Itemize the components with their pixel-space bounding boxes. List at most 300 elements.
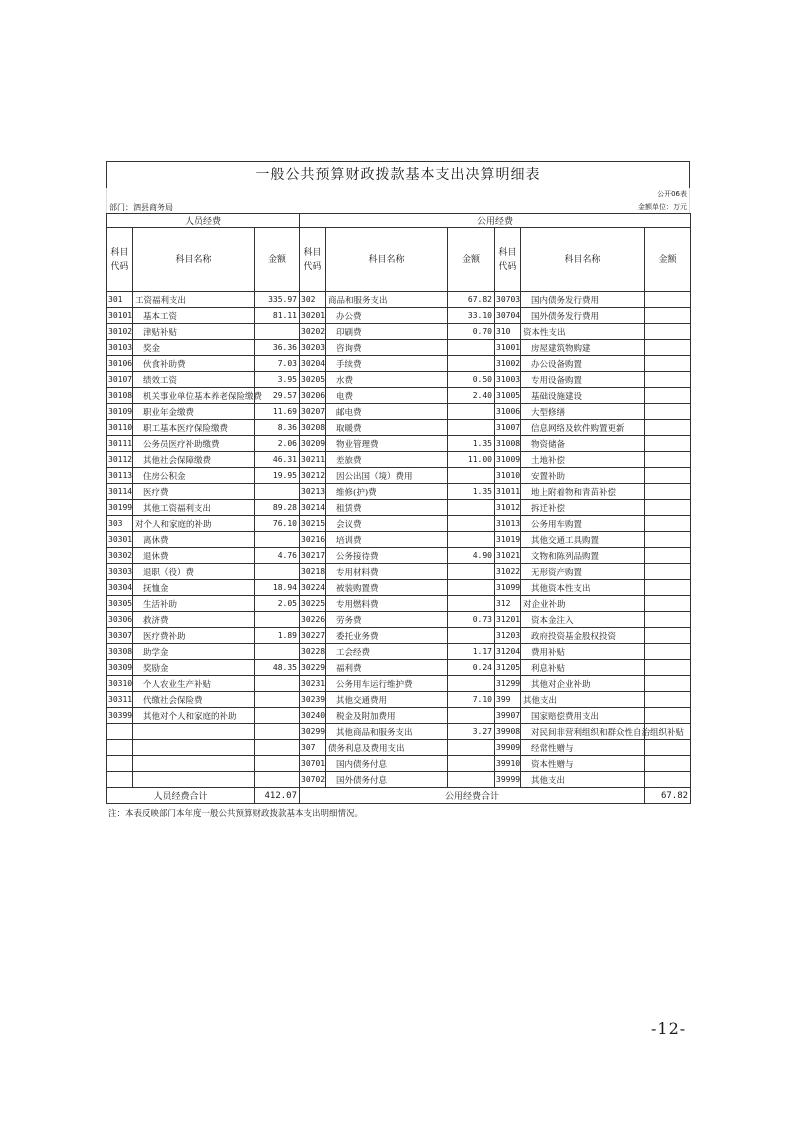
public-a-name-cell: 税金及附加费用 <box>326 708 448 724</box>
public-b-amount-cell <box>645 356 691 372</box>
public-b-code-cell: 31010 <box>495 468 521 484</box>
public-a-amount-cell <box>448 516 495 532</box>
public-b-name-cell: 其他资本性支出 <box>521 580 645 596</box>
public-b-amount-cell <box>645 580 691 596</box>
public-a-amount-cell: 1.35 <box>448 484 495 500</box>
personnel-code-cell: 303 <box>107 516 133 532</box>
public-a-name-cell: 办公费 <box>326 308 448 324</box>
public-a-amount-cell: 3.27 <box>448 724 495 740</box>
public-b-name-cell: 房屋建筑物购建 <box>521 340 645 356</box>
personnel-code-cell: 30114 <box>107 484 133 500</box>
personnel-amount-cell: 46.31 <box>255 452 300 468</box>
table-row <box>107 468 691 484</box>
personnel-code-cell: 30307 <box>107 628 133 644</box>
report-title: 一般公共预算财政拨款基本支出决算明细表 <box>106 161 690 188</box>
personnel-amount-cell <box>255 676 300 692</box>
personnel-code-cell: 30107 <box>107 372 133 388</box>
personnel-code-cell: 30304 <box>107 580 133 596</box>
personnel-amount-cell: 335.97 <box>255 292 300 308</box>
personnel-name-cell: 职业年金缴费 <box>133 404 255 420</box>
personnel-amount-cell: 11.69 <box>255 404 300 420</box>
table-row <box>107 372 691 388</box>
public-b-code-cell: 31019 <box>495 532 521 548</box>
public-a-name-cell: 会议费 <box>326 516 448 532</box>
personnel-name-cell: 退休费 <box>133 548 255 564</box>
table-row <box>107 436 691 452</box>
personnel-name-cell: 其他社会保障缴费 <box>133 452 255 468</box>
public-a-name-cell: 公务接待费 <box>326 548 448 564</box>
public-b-name-cell: 其他对企业补助 <box>521 676 645 692</box>
public-b-name-cell: 资本性赠与 <box>521 756 645 772</box>
public-a-name-cell: 国外债务付息 <box>326 772 448 788</box>
personnel-name-cell: 代缴社会保险费 <box>133 692 255 708</box>
public-b-name-cell: 办公设备购置 <box>521 356 645 372</box>
public-a-name-cell: 委托业务费 <box>326 628 448 644</box>
personnel-code-cell: 30110 <box>107 420 133 436</box>
public-a-amount-cell: 4.90 <box>448 548 495 564</box>
header-name: 科目名称 <box>326 228 448 292</box>
public-b-amount-cell <box>645 452 691 468</box>
page-number: -12- <box>651 1019 687 1038</box>
personnel-name-cell: 助学金 <box>133 644 255 660</box>
public-b-name-cell: 利息补贴 <box>521 660 645 676</box>
table-code: 公开06表 <box>657 190 687 198</box>
personnel-name-cell: 奖励金 <box>133 660 255 676</box>
public-b-code-cell: 31013 <box>495 516 521 532</box>
personnel-amount-cell <box>255 708 300 724</box>
public-b-amount-cell <box>645 564 691 580</box>
public-b-amount-cell <box>645 660 691 676</box>
public-a-code-cell: 30224 <box>300 580 326 596</box>
public-b-code-cell: 31002 <box>495 356 521 372</box>
personnel-amount-cell: 76.10 <box>255 516 300 532</box>
public-b-code-cell: 30704 <box>495 308 521 324</box>
public-b-code-cell: 39909 <box>495 740 521 756</box>
table-row <box>107 532 691 548</box>
public-b-name-cell: 政府投资基金股权投资 <box>521 628 645 644</box>
table-row <box>107 292 691 308</box>
public-b-code-cell: 31203 <box>495 628 521 644</box>
public-b-code-cell: 31205 <box>495 660 521 676</box>
public-a-amount-cell: 0.73 <box>448 612 495 628</box>
public-a-name-cell: 其他交通费用 <box>326 692 448 708</box>
public-a-amount-cell: 33.10 <box>448 308 495 324</box>
public-b-code-cell: 399 <box>495 692 521 708</box>
header-amount: 金额 <box>448 228 495 292</box>
public-b-code-cell: 39999 <box>495 772 521 788</box>
table-row <box>107 564 691 580</box>
table-row <box>107 500 691 516</box>
public-b-code-cell: 31007 <box>495 420 521 436</box>
public-b-name-cell: 基础设施建设 <box>521 388 645 404</box>
public-b-code-cell: 30703 <box>495 292 521 308</box>
personnel-name-cell <box>133 740 255 756</box>
personnel-name-cell: 其他工资福利支出 <box>133 500 255 516</box>
public-a-amount-cell: 1.17 <box>448 644 495 660</box>
public-b-amount-cell <box>645 404 691 420</box>
public-a-name-cell: 租赁费 <box>326 500 448 516</box>
public-b-amount-cell <box>645 644 691 660</box>
personnel-amount-cell: 4.76 <box>255 548 300 564</box>
table-row <box>107 548 691 564</box>
table-row <box>107 644 691 660</box>
public-b-code-cell: 31012 <box>495 500 521 516</box>
public-a-name-cell: 债务利息及费用支出 <box>326 740 448 756</box>
personnel-name-cell: 离休费 <box>133 532 255 548</box>
public-a-name-cell: 被装购置费 <box>326 580 448 596</box>
public-a-code-cell: 30205 <box>300 372 326 388</box>
public-a-amount-cell <box>448 404 495 420</box>
public-a-name-cell: 福利费 <box>326 660 448 676</box>
table-row <box>107 324 691 340</box>
personnel-code-cell: 30199 <box>107 500 133 516</box>
table-code-row <box>106 188 690 200</box>
public-a-amount-cell: 7.10 <box>448 692 495 708</box>
public-a-name-cell: 印刷费 <box>326 324 448 340</box>
public-b-code-cell: 39910 <box>495 756 521 772</box>
public-b-amount-cell <box>645 500 691 516</box>
public-total-label: 公用经费合计 <box>300 788 645 804</box>
public-a-amount-cell <box>448 756 495 772</box>
public-b-name-cell: 费用补贴 <box>521 644 645 660</box>
public-a-amount-cell <box>448 596 495 612</box>
personnel-code-cell: 30109 <box>107 404 133 420</box>
public-a-name-cell: 水费 <box>326 372 448 388</box>
public-b-amount-cell <box>645 740 691 756</box>
table-row <box>107 756 691 772</box>
public-a-code-cell: 30702 <box>300 772 326 788</box>
personnel-name-cell <box>133 772 255 788</box>
public-b-amount-cell <box>645 756 691 772</box>
personnel-amount-cell <box>255 724 300 740</box>
public-b-name-cell: 资本金注入 <box>521 612 645 628</box>
header-name: 科目名称 <box>521 228 645 292</box>
public-b-name-cell: 对企业补助 <box>521 596 645 612</box>
public-b-amount-cell <box>645 308 691 324</box>
public-a-amount-cell: 0.24 <box>448 660 495 676</box>
personnel-code-cell: 30111 <box>107 436 133 452</box>
personnel-amount-cell: 18.94 <box>255 580 300 596</box>
public-a-code-cell: 30239 <box>300 692 326 708</box>
personnel-amount-cell: 7.03 <box>255 356 300 372</box>
public-b-amount-cell <box>645 596 691 612</box>
public-a-name-cell: 邮电费 <box>326 404 448 420</box>
table-row <box>107 308 691 324</box>
public-b-name-cell: 经常性赠与 <box>521 740 645 756</box>
public-b-code-cell: 31005 <box>495 388 521 404</box>
personnel-amount-cell: 29.57 <box>255 388 300 404</box>
public-b-amount-cell <box>645 548 691 564</box>
public-b-name-cell: 地上附着物和青苗补偿 <box>521 484 645 500</box>
personnel-amount-cell <box>255 756 300 772</box>
public-b-code-cell: 39907 <box>495 708 521 724</box>
public-b-code-cell: 31201 <box>495 612 521 628</box>
public-b-amount-cell <box>645 484 691 500</box>
public-a-name-cell: 商品和服务支出 <box>326 292 448 308</box>
public-a-code-cell: 30215 <box>300 516 326 532</box>
public-a-code-cell: 30225 <box>300 596 326 612</box>
public-a-name-cell: 其他商品和服务支出 <box>326 724 448 740</box>
public-a-amount-cell: 11.00 <box>448 452 495 468</box>
public-b-amount-cell <box>645 324 691 340</box>
personnel-name-cell: 医疗费 <box>133 484 255 500</box>
report-sheet <box>106 161 690 822</box>
public-b-name-cell: 安置补助 <box>521 468 645 484</box>
personnel-code-cell: 30108 <box>107 388 133 404</box>
personnel-amount-cell <box>255 564 300 580</box>
personnel-amount-cell: 89.28 <box>255 500 300 516</box>
table-row <box>107 452 691 468</box>
public-b-name-cell: 其他交通工具购置 <box>521 532 645 548</box>
public-a-amount-cell <box>448 772 495 788</box>
personnel-code-cell: 301 <box>107 292 133 308</box>
personnel-name-cell: 抚恤金 <box>133 580 255 596</box>
public-b-name-cell: 对民间非营利组织和群众性自治组织补贴 <box>521 724 645 740</box>
public-b-name-cell: 文物和陈列品购置 <box>521 548 645 564</box>
personnel-name-cell: 奖金 <box>133 340 255 356</box>
personnel-name-cell: 伙食补助费 <box>133 356 255 372</box>
public-b-name-cell: 其他支出 <box>521 772 645 788</box>
public-b-name-cell: 拆迁补偿 <box>521 500 645 516</box>
public-b-amount-cell <box>645 436 691 452</box>
public-b-name-cell: 国家赔偿费用支出 <box>521 708 645 724</box>
table-row <box>107 628 691 644</box>
personnel-name-cell: 对个人和家庭的补助 <box>133 516 255 532</box>
public-b-amount-cell <box>645 612 691 628</box>
public-a-amount-cell: 0.50 <box>448 372 495 388</box>
public-a-amount-cell <box>448 740 495 756</box>
personnel-name-cell: 其他对个人和家庭的补助 <box>133 708 255 724</box>
public-b-name-cell: 国内债务发行费用 <box>521 292 645 308</box>
public-a-amount-cell: 1.35 <box>448 436 495 452</box>
personnel-code-cell: 30301 <box>107 532 133 548</box>
public-a-name-cell: 维修(护)费 <box>326 484 448 500</box>
public-total-value: 67.82 <box>645 788 691 804</box>
public-a-amount-cell <box>448 580 495 596</box>
public-a-name-cell: 专用燃料费 <box>326 596 448 612</box>
personnel-code-cell: 30103 <box>107 340 133 356</box>
public-b-amount-cell <box>645 468 691 484</box>
personnel-name-cell: 绩效工资 <box>133 372 255 388</box>
public-a-code-cell: 30229 <box>300 660 326 676</box>
public-b-amount-cell <box>645 532 691 548</box>
personnel-code-cell: 30112 <box>107 452 133 468</box>
personnel-amount-cell <box>255 484 300 500</box>
public-a-code-cell: 307 <box>300 740 326 756</box>
table-row <box>107 484 691 500</box>
header-amount: 金额 <box>645 228 691 292</box>
public-b-amount-cell <box>645 372 691 388</box>
personnel-code-cell: 30311 <box>107 692 133 708</box>
public-a-code-cell: 30217 <box>300 548 326 564</box>
department-row <box>106 200 690 213</box>
public-a-amount-cell <box>448 500 495 516</box>
public-a-name-cell: 国内债务付息 <box>326 756 448 772</box>
public-a-amount-cell: 2.40 <box>448 388 495 404</box>
header-amount: 金额 <box>255 228 300 292</box>
public-a-amount-cell <box>448 532 495 548</box>
personnel-name-cell: 救济费 <box>133 612 255 628</box>
personnel-name-cell: 津贴补贴 <box>133 324 255 340</box>
public-a-code-cell: 30228 <box>300 644 326 660</box>
table-row <box>107 388 691 404</box>
public-a-name-cell: 咨询费 <box>326 340 448 356</box>
totals-row <box>107 788 691 804</box>
header-code: 科目代码 <box>107 228 133 292</box>
table-row <box>107 692 691 708</box>
public-b-name-cell: 物资储备 <box>521 436 645 452</box>
public-a-amount-cell <box>448 564 495 580</box>
public-a-code-cell: 30212 <box>300 468 326 484</box>
personnel-code-cell: 30302 <box>107 548 133 564</box>
public-b-amount-cell <box>645 388 691 404</box>
public-b-code-cell: 31006 <box>495 404 521 420</box>
table-row <box>107 580 691 596</box>
public-b-name-cell: 土地补偿 <box>521 452 645 468</box>
public-b-code-cell: 31003 <box>495 372 521 388</box>
personnel-amount-cell <box>255 740 300 756</box>
public-a-name-cell: 取暖费 <box>326 420 448 436</box>
public-b-name-cell: 专用设备购置 <box>521 372 645 388</box>
public-b-amount-cell <box>645 340 691 356</box>
personnel-code-cell: 30310 <box>107 676 133 692</box>
public-b-code-cell: 31021 <box>495 548 521 564</box>
public-b-amount-cell <box>645 628 691 644</box>
personnel-amount-cell: 81.11 <box>255 308 300 324</box>
public-b-amount-cell <box>645 676 691 692</box>
table-row <box>107 404 691 420</box>
table-row <box>107 708 691 724</box>
personnel-amount-cell: 2.05 <box>255 596 300 612</box>
personnel-code-cell: 30308 <box>107 644 133 660</box>
personnel-code-cell <box>107 724 133 740</box>
personnel-code-cell: 30305 <box>107 596 133 612</box>
public-a-code-cell: 30226 <box>300 612 326 628</box>
public-a-name-cell: 电费 <box>326 388 448 404</box>
public-b-amount-cell <box>645 420 691 436</box>
public-b-name-cell: 国外债务发行费用 <box>521 308 645 324</box>
public-a-name-cell: 物业管理费 <box>326 436 448 452</box>
public-b-amount-cell <box>645 516 691 532</box>
group-public: 公用经费 <box>300 214 691 228</box>
public-a-code-cell: 30299 <box>300 724 326 740</box>
public-a-code-cell: 30206 <box>300 388 326 404</box>
public-a-code-cell: 30202 <box>300 324 326 340</box>
public-b-code-cell: 31008 <box>495 436 521 452</box>
public-a-name-cell: 手续费 <box>326 356 448 372</box>
public-a-amount-cell <box>448 676 495 692</box>
personnel-code-cell: 30399 <box>107 708 133 724</box>
personnel-name-cell: 职工基本医疗保险缴费 <box>133 420 255 436</box>
personnel-amount-cell: 1.89 <box>255 628 300 644</box>
table-row <box>107 596 691 612</box>
personnel-name-cell: 工资福利支出 <box>133 292 255 308</box>
table-row <box>107 340 691 356</box>
group-personnel: 人员经费 <box>107 214 300 228</box>
personnel-amount-cell <box>255 644 300 660</box>
public-b-code-cell: 31204 <box>495 644 521 660</box>
personnel-name-cell: 住房公积金 <box>133 468 255 484</box>
personnel-code-cell <box>107 740 133 756</box>
personnel-amount-cell <box>255 692 300 708</box>
public-a-name-cell: 差旅费 <box>326 452 448 468</box>
personnel-code-cell: 30106 <box>107 356 133 372</box>
table-row <box>107 516 691 532</box>
personnel-name-cell <box>133 756 255 772</box>
table-row <box>107 740 691 756</box>
public-b-code-cell: 31099 <box>495 580 521 596</box>
public-b-code-cell: 31009 <box>495 452 521 468</box>
personnel-amount-cell: 48.35 <box>255 660 300 676</box>
personnel-code-cell: 30306 <box>107 612 133 628</box>
public-a-code-cell: 30201 <box>300 308 326 324</box>
public-a-name-cell: 劳务费 <box>326 612 448 628</box>
unit-label: 金额单位：万元 <box>638 203 687 211</box>
personnel-name-cell: 公务员医疗补助缴费 <box>133 436 255 452</box>
public-b-code-cell: 312 <box>495 596 521 612</box>
public-b-name-cell: 无形资产购置 <box>521 564 645 580</box>
public-a-code-cell: 302 <box>300 292 326 308</box>
public-a-code-cell: 30209 <box>300 436 326 452</box>
public-a-amount-cell: 67.82 <box>448 292 495 308</box>
personnel-code-cell <box>107 772 133 788</box>
personnel-name-cell: 生活补助 <box>133 596 255 612</box>
personnel-name-cell: 个人农业生产补贴 <box>133 676 255 692</box>
public-b-amount-cell <box>645 772 691 788</box>
public-a-code-cell: 30227 <box>300 628 326 644</box>
personnel-code-cell: 30101 <box>107 308 133 324</box>
public-a-code-cell: 30701 <box>300 756 326 772</box>
public-b-name-cell: 其他支出 <box>521 692 645 708</box>
public-a-name-cell: 专用材料费 <box>326 564 448 580</box>
header-code: 科目代码 <box>495 228 521 292</box>
group-header-row <box>107 214 691 228</box>
public-a-name-cell: 公务用车运行维护费 <box>326 676 448 692</box>
personnel-code-cell: 30303 <box>107 564 133 580</box>
public-b-name-cell: 大型修缮 <box>521 404 645 420</box>
public-a-code-cell: 30216 <box>300 532 326 548</box>
public-b-code-cell: 31001 <box>495 340 521 356</box>
public-b-code-cell: 31022 <box>495 564 521 580</box>
public-b-name-cell: 资本性支出 <box>521 324 645 340</box>
personnel-code-cell: 30102 <box>107 324 133 340</box>
personnel-amount-cell <box>255 772 300 788</box>
public-a-amount-cell <box>448 356 495 372</box>
personnel-name-cell: 退职（役）费 <box>133 564 255 580</box>
department-label: 部门：泗县商务局 <box>109 203 173 212</box>
expenditure-table <box>106 213 691 804</box>
personnel-amount-cell <box>255 324 300 340</box>
public-a-amount-cell <box>448 468 495 484</box>
table-row <box>107 612 691 628</box>
personnel-code-cell: 30113 <box>107 468 133 484</box>
public-b-name-cell: 信息网络及软件购置更新 <box>521 420 645 436</box>
public-a-amount-cell: 0.70 <box>448 324 495 340</box>
table-row <box>107 660 691 676</box>
public-a-code-cell: 30211 <box>300 452 326 468</box>
table-row <box>107 420 691 436</box>
header-name: 科目名称 <box>133 228 255 292</box>
public-b-code-cell: 31011 <box>495 484 521 500</box>
public-a-amount-cell <box>448 420 495 436</box>
personnel-code-cell <box>107 756 133 772</box>
personnel-total-label: 人员经费合计 <box>107 788 255 804</box>
public-a-code-cell: 30213 <box>300 484 326 500</box>
personnel-amount-cell: 19.95 <box>255 468 300 484</box>
public-a-code-cell: 30240 <box>300 708 326 724</box>
public-a-code-cell: 30231 <box>300 676 326 692</box>
table-row <box>107 676 691 692</box>
